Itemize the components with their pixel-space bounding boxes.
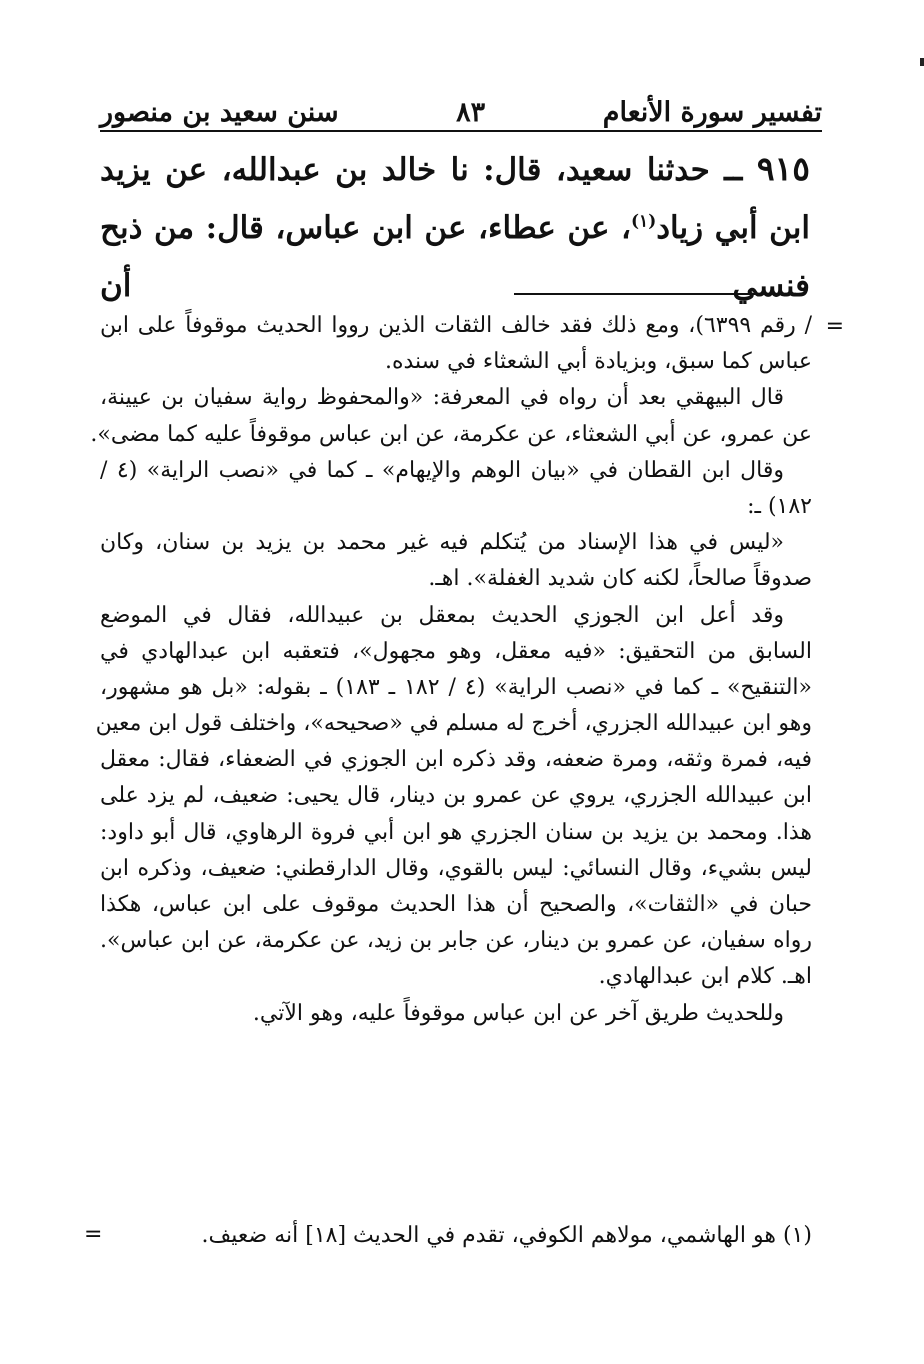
footnote-line: وقد أعل ابن الجوزي الحديث بمعقل بن عبيدالله، فقال في الموضع (100, 602, 784, 628)
header-rule (100, 130, 822, 132)
footnote-1-text: (١) هو الهاشمي، مولاهم الكوفي، تقدم في الحديث [١٨] أنه ضعيف. (201, 1223, 812, 1248)
footnote-line: فيه، فمرة وثقه، ومرة ضعفه، وقد ذكره ابن الجوزي في الضعفاء، فقال: معقل (100, 747, 812, 773)
page-number: ٨٣ (456, 97, 486, 128)
hadith-line-1 (100, 140, 810, 199)
footnote-line: / رقم ٦٣٩٩)، ومع ذلك فقد خالف الثقات الذين رووا الحديث موقوفاً على ابن (100, 313, 812, 338)
footnote-line: وهو ابن عبيدالله الجزري، أخرج له مسلم في «صحيحه»، واختلف قول ابن معين (95, 711, 812, 737)
footnote-line: «ليس في هذا الإسناد من يُتكلم فيه غير محمد بن يزيد بن سنان، وكان (100, 530, 784, 556)
footnote-line: ١٨٢) ـ: (747, 493, 812, 519)
hadith-line-2 (100, 199, 810, 315)
footnote-line: عباس كما سبق، وبزيادة أبي الشعثاء في سنده. (384, 349, 812, 375)
footnote-line: ليس بشيء، وقال النسائي: ليس بالقوي، وقال الدارقطني: ضعيف، وذكره ابن (100, 855, 812, 881)
scan-mark (920, 58, 924, 66)
footnote-separator (514, 293, 800, 295)
hadith-number: ٩١٥ (756, 149, 810, 188)
footnote-block (90, 308, 813, 1032)
footnote-line: اهـ. كلام ابن عبدالهادي. (598, 964, 812, 990)
footnote-line: وقال ابن القطان في «بيان الوهم والإيهام» ـ كما في «نصب الراية» (٤ / (100, 457, 784, 483)
footnote-line: «التنقيح» ـ كما في «نصب الراية» (٤ / ١٨٢ ـ ١٨٣) ـ بقوله: «بل هو مشهور، (100, 674, 813, 700)
footnote-line: ابن عبيدالله الجزري، يروي عن عمرو بن دينار، قال يحيى: ضعيف، لم يزد على (100, 783, 812, 809)
footnote-line: هذا. ومحمد بن يزيد بن سنان الجزري هو ابن أبي فروة الرهاوي، قال أبو داود: (100, 819, 812, 845)
footnote-line: وللحديث طريق آخر عن ابن عباس موقوفاً عليه، وهو الآتي. (252, 1000, 784, 1026)
continuation-mark-bottom: = (84, 1222, 103, 1247)
hadith-line-2-end: ، عن عطاء، عن ابن عباس، قال: من ذبح فنسي أن (100, 210, 810, 304)
footnote-line: حبان في «الثقات»، والصحيح أن هذا الحديث موقوف على ابن عباس، هكذا (100, 892, 812, 917)
hadith-line-2-start: ابن أبي زياد (656, 210, 810, 246)
footnote-line: رواه سفيان، عن عمرو بن دينار، عن جابر بن زيد، عن عكرمة، عن ابن عباس». (100, 928, 812, 954)
footnote-line: قال البيهقي بعد أن رواه في المعرفة: «والمحفوظ رواية سفيان بن عيينة، (100, 385, 785, 411)
hadith-line-1-text: ــ حدثنا سعيد، قال: نا خالد بن عبدالله، عن يزيد (100, 152, 757, 188)
footnote-1 (100, 1218, 812, 1254)
footnote-line: صدوقاً صالحاً، لكنه كان شديد الغفلة». اهـ. (428, 566, 812, 592)
header-surah-title: تفسير سورة الأنعام (602, 97, 822, 128)
footnote-line: عن عمرو، عن أبي الشعثاء، عن عكرمة، عن ابن عباس موقوفاً عليه كما مضى». (90, 421, 812, 447)
hadith-text (100, 140, 810, 315)
footnote-ref-1[interactable]: (١) (631, 211, 657, 232)
footnote-line: السابق من التحقيق: «فيه معقل، وهو مجهول»، فتعقبه ابن عبدالهادي في (100, 638, 812, 664)
header-book-title: سنن سعيد بن منصور (100, 97, 339, 128)
running-header (100, 78, 822, 126)
continuation-mark: = (825, 314, 844, 339)
